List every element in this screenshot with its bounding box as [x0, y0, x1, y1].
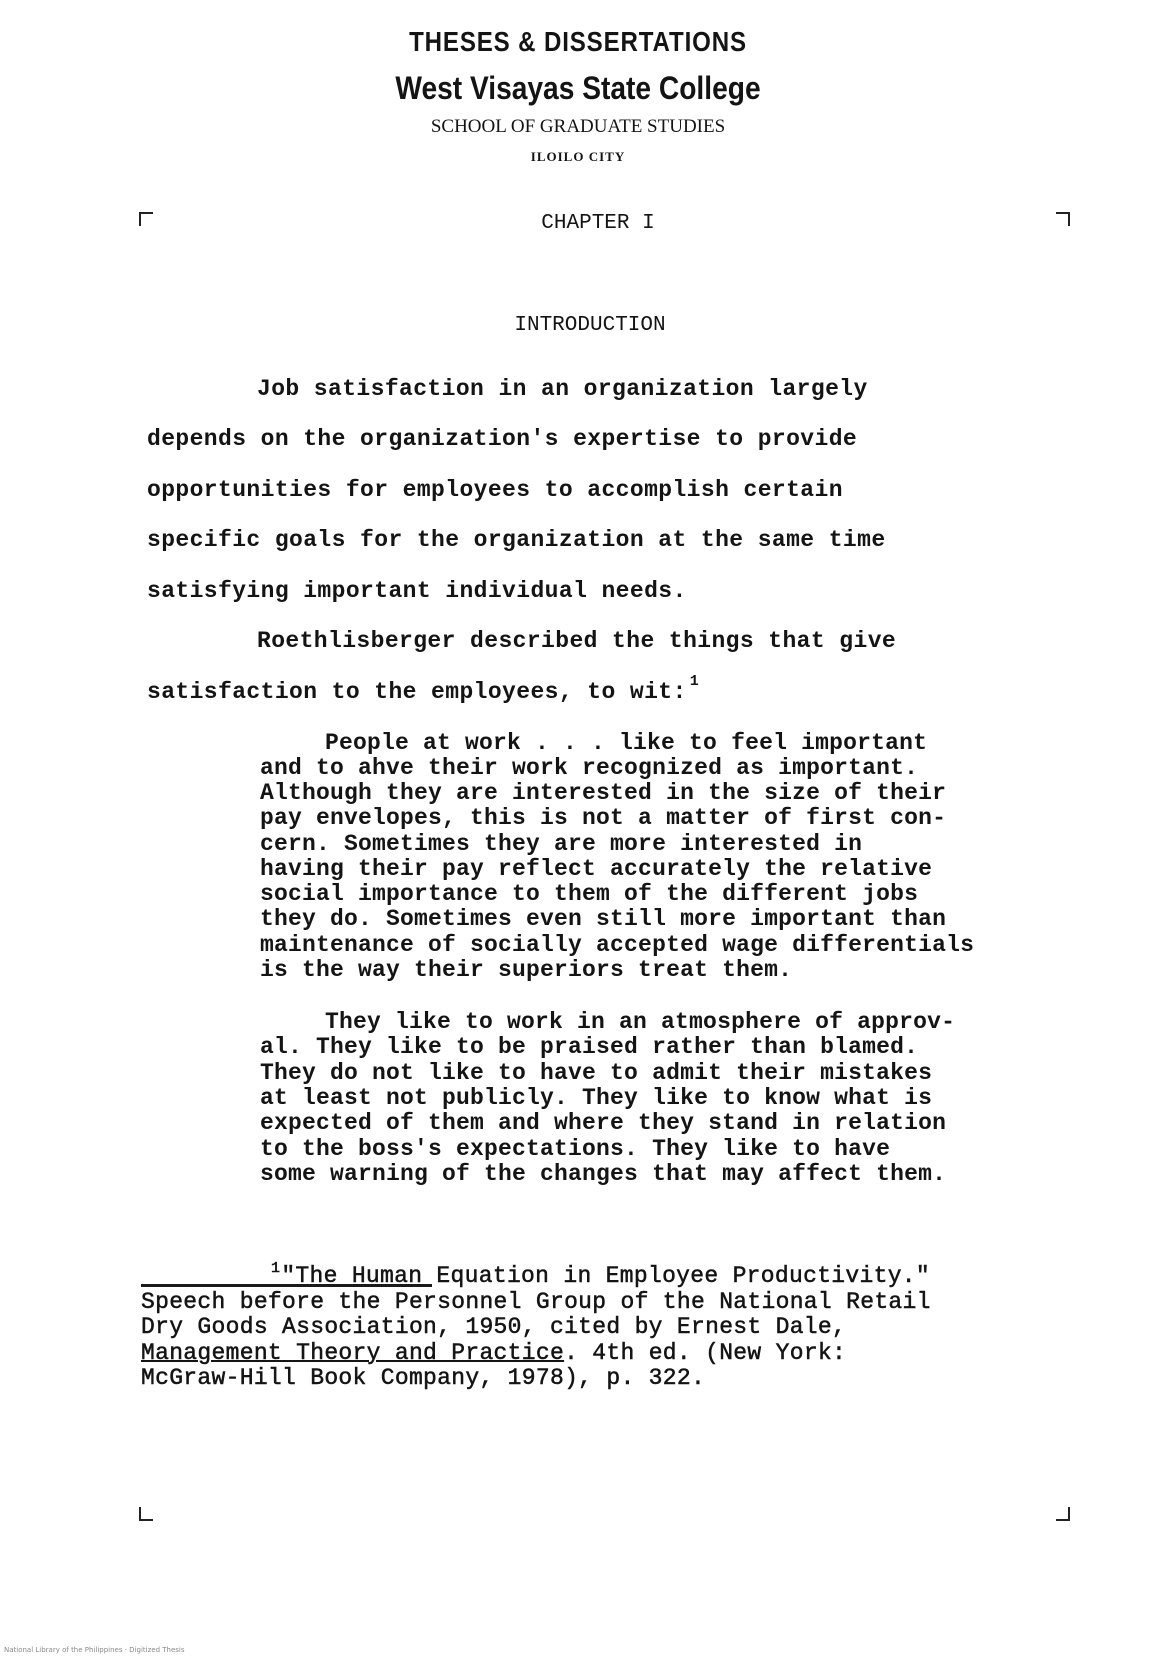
quote-line: They do not like to have to admit their mistakes	[260, 1060, 933, 1086]
paragraph-line: Roethlisberger described the things that give	[257, 628, 897, 654]
footnote-line	[141, 1340, 846, 1366]
paragraph-line: specific goals for the organization at the same time	[147, 527, 886, 553]
paragraph-line	[147, 673, 700, 705]
quote-line: they do. Sometimes even still more important than	[260, 906, 947, 932]
crop-mark-bottom-left	[139, 1507, 153, 1521]
footnote-mark: 1	[271, 1260, 281, 1277]
quote-line: Although they are interested in the size of their	[260, 780, 947, 806]
quote-line: some warning of the changes that may affect them.	[260, 1161, 947, 1187]
paragraph-text: satisfaction to the employees, to wit:	[147, 679, 687, 705]
college-name: West Visayas State College	[395, 70, 761, 106]
quote-line: They like to work in an atmosphere of approv-	[325, 1009, 956, 1035]
stamp-title: THESES & DISSERTATIONS	[409, 26, 747, 57]
footnote-line	[271, 1260, 931, 1289]
footnote-line: Dry Goods Association, 1950, cited by Ernest Dale,	[141, 1314, 847, 1340]
quote-line: to the boss's expectations. They like to have	[260, 1136, 891, 1162]
footnote-text: . 4th ed. (New York:	[564, 1340, 847, 1366]
chapter-heading: CHAPTER I	[541, 212, 655, 235]
quote-line: People at work . . . like to feel important	[325, 730, 928, 756]
quote-line: having their pay reflect accurately the relative	[260, 856, 933, 882]
quote-line: cern. Sometimes they are more interested in	[260, 831, 863, 857]
quote-line: at least not publicly. They like to know what is	[260, 1085, 933, 1111]
footnote-line: McGraw-Hill Book Company, 1978), p. 322.	[141, 1365, 706, 1391]
school-name: SCHOOL OF GRADUATE STUDIES	[430, 116, 726, 137]
crop-mark-bottom-right	[1056, 1507, 1070, 1521]
quote-line: is the way their superiors treat them.	[260, 957, 793, 983]
paragraph-line: depends on the organization's expertise to provide	[147, 426, 858, 452]
paragraph-line: satisfying important individual needs.	[147, 578, 687, 604]
quote-line: pay envelopes, this is not a matter of first con-	[260, 805, 947, 831]
section-heading: INTRODUCTION	[514, 314, 666, 337]
quote-line: expected of them and where they stand in relation	[260, 1110, 947, 1136]
footnote-line: Speech before the Personnel Group of the National Retail	[141, 1289, 931, 1315]
footnote-reference: 1	[689, 673, 700, 690]
quote-line: al. They like to be praised rather than blamed.	[260, 1034, 919, 1060]
footnote-text: "The Human Equation in Employee Productivity."	[281, 1263, 931, 1289]
paragraph-line: opportunities for employees to accomplish certain	[147, 477, 843, 503]
paragraph-line: Job satisfaction in an organization largely	[257, 376, 868, 402]
book-title: Management Theory and Practice	[141, 1340, 565, 1366]
city-name: ILOILO CITY	[530, 149, 626, 164]
quote-line: social importance to them of the different jobs	[260, 881, 919, 907]
scan-footer: National Library of the Philippines · Digitized Thesis	[4, 1646, 185, 1654]
quote-line: maintenance of socially accepted wage differentials	[260, 932, 975, 958]
quote-line: and to ahve their work recognized as important.	[260, 755, 919, 781]
